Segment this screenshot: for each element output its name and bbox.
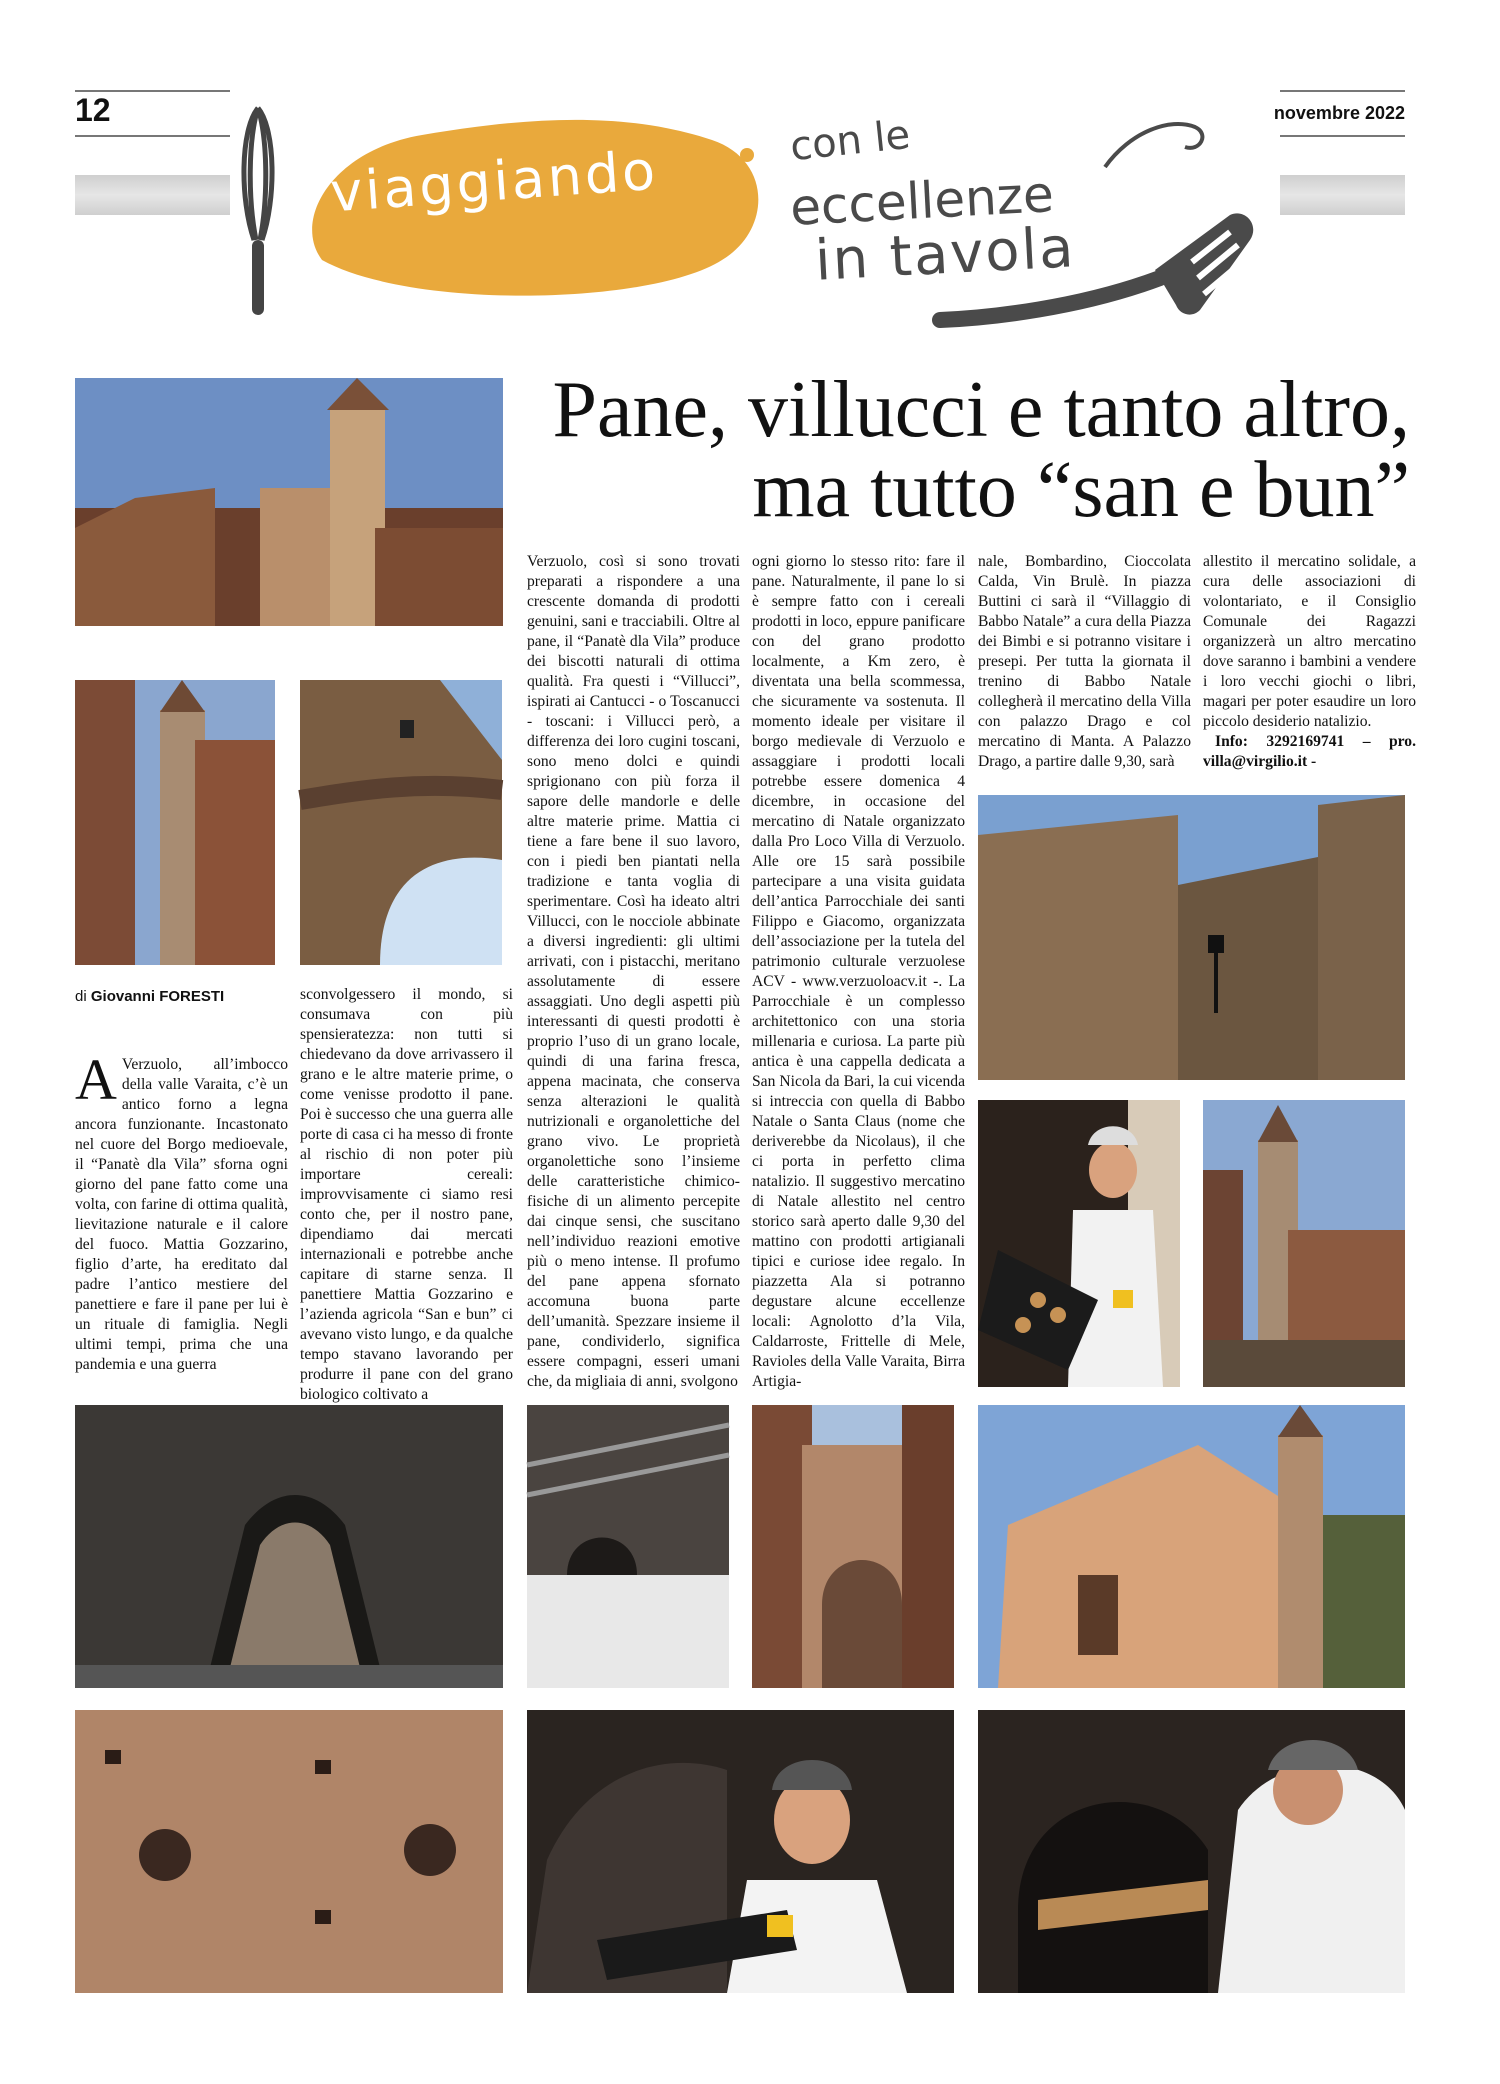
text-column-5: nale, Bombardino, Cioccolata Calda, Vin Brulè. In piazza Buttini ci sarà il “Villaggio di Babbo Natale” a cura della Piazza dei Bimbi e si potranno visitare i presepi. Per tutta la giornata il trenino di Babbo Natale collegherà il mercatino della Villa con palazzo Drago e col mercatino di Manta. A Palazzo Drago, a partire dalle 9,30, sarà — [978, 553, 1191, 770]
byline — [75, 988, 224, 1005]
logo-in-tavola: in tavola — [813, 215, 1077, 294]
text-column-6 — [1203, 552, 1416, 782]
text-column-3: Verzuolo, così si sono trovati preparati a rispondere a una crescente domanda di prodotti genuini, sani e tracciabili. Oltre al pane, il “Panatè dla Vila” produce dei biscotti naturali di ottima qualità. Fra questi i “Villucci”, ispirati ai Cantucci - o Toscanucci - toscani: i Villucci però, a differenza dei loro cugini toscani, sono meno dolci e quindi sprigionano con più forza il sapore delle mandorle e delle altre materie prime. Mattia ci tiene a fare bene il suo lavoro, con i piedi ben piantati nella tradizione e tanta voglia di sperimentare. Così ha ideato altri Villucci, con le nocciole abbinate a diversi ingredienti: gli ultimi arrivati, con i pistacchi, meritano assolutamente di essere assaggiati. Uno degli aspetti più interessanti di questi prodotti è proprio l’uso di un grano locale, quindi di una farina fresca, appena macinata, che conserva senza alterazioni le qualità nutrizionali e organolettiche del grano vivo. Le proprietà organolettiche sono l’insieme delle caratteristiche chimico-fisiche di un alimento percepite dai cinque sensi, che suscitano nell’individuo reazioni emotive più o meno intense. Il profumo del pane appena sfornato accomuna buona parte dell’umanità. Spezzare insieme il pane, condividerlo, significa essere compagni, esseri umani che, da migliaia di anni, svolgono — [527, 553, 740, 1390]
spatula-icon — [930, 200, 1270, 340]
byline-author: Giovanni FORESTI — [90, 988, 225, 1005]
text-column-1 — [75, 1047, 288, 1390]
text-column-1-body: Verzuolo, all’imbocco della valle Varaita, c’è un antico forno a legna ancora funzionante. Incastonato nel cuore del Borgo medioevale, il “Panatè dla Vila” sforna ogni giorno del pane fatto come una volta, con farine di ottima qualità, lievitazione naturale e il calore del fuoco. Mattia Gozzarino, figlio d’arte, ha ereditato dal padre l’antico mestiere del panettiere e fare il pane per lui è un rituale di famiglia. Negli ultimi tempi, prima che una pandemia e una guerra — [75, 1056, 288, 1373]
dropcap: A — [75, 1047, 117, 1112]
page-number: 12 — [75, 92, 111, 128]
photo-stone-wall-lamp — [978, 795, 1405, 1080]
photo-oven-interior — [527, 1405, 729, 1688]
photo-baker-oven — [978, 1710, 1405, 1993]
swirl-decoration-icon — [1100, 112, 1210, 182]
headline-line-2: ma tutto “san e bun” — [752, 446, 1410, 534]
info-contact: Info: 3292169741 – pro. villa@virgilio.it - — [1203, 733, 1416, 770]
header-grey-bar-right — [1280, 175, 1405, 215]
text-column-6-body: allestito il mercatino solidale, a cura delle associazioni di volontariato, e il Consiglio Comunale dei Ragazzi organizzerà un altro mercatino dove saranno i bambini a vendere i loro vecchi giochi o libri, magari per poter esaudire un loro piccolo desiderio natalizio. — [1203, 553, 1416, 730]
header-rule-right-top — [1280, 90, 1405, 92]
logo-eccellenze: eccellenze — [788, 165, 1056, 237]
headline-line-1: Pane, villucci e tanto altro, — [552, 366, 1410, 454]
header-rule-left-bottom — [75, 135, 230, 137]
header-rule-left-top — [75, 90, 230, 92]
issue-date: novembre 2022 — [1273, 103, 1405, 123]
logo-viaggiando: viaggiando — [328, 138, 661, 225]
photo-church-tower — [75, 378, 503, 626]
photo-brick-courtyard — [752, 1405, 954, 1688]
photo-baker-tray — [978, 1100, 1180, 1387]
photo-stone-arch — [300, 680, 502, 965]
photo-parish-church — [978, 1405, 1405, 1688]
whisk-icon — [238, 100, 278, 320]
byline-prefix: di — [75, 988, 87, 1005]
photo-church-bell-tower — [1203, 1100, 1405, 1387]
text-column-2: sconvolgessero il mondo, si consumava con più spensieratezza: non tutti si chiedevano da dove arrivassero il grano e le altre materie prime, o come venisse prodotto il pane. Poi è successo che una guerra alle porte di casa ci ha messo di fronte al rischio di non poter più importare cereali: improvvisamente ci siamo resi conto che, per il nostro pane, dipendiamo dai mercati internazionali e potrebbe anche capitare di starne senza. Il panettiere Mattia Gozzarino e l’azienda agricola “San e bun” ci avevano visto lungo, e da qualche tempo stavano lavorando per produrre il pane con del grano biologico coltivato a — [300, 986, 513, 1403]
photo-brick-tower — [75, 680, 275, 965]
text-column-4: ogni giorno lo stesso rito: fare il pane. Naturalmente, il pane lo si è sempre fatto con i cereali prodotti in loco, eppure panificare con del grano prodotto localmente, a Km zero, è diventata una bella scommessa, che sicuramente va sostenuta. Il momento ideale per visitare il borgo medievale di Verzuolo e assaggiare i prodotti locali potrebbe essere domenica 4 dicembre, in occasione del mercatino di Natale organizzato dalla Pro Loco Villa di Verzuolo. Alle ore 15 sarà possibile partecipare a una visita guidata dell’antica Parrocchiale dei santi Filippo e Giacomo, organizzata dell’associazione per la tutela del patrimonio culturale verzuolese ACV - www.verzuoloacv.it -. La Parrocchiale è un complesso architettonico con una storia millenaria e curiosa. La parte più antica è una cappella dedicata a San Nicola da Bari, la cui vicenda si intreccia con quella di Babbo Natale o Santa Claus (nome che deriverebbe da Nicolaus), il che ci porta in perfetto clima natalizio. Il suggestivo mercatino di Natale allestito nel centro storico sarà aperto dalle 9,30 del mattino con prodotti artigianali tipici e curiose idee regalo. In piazzetta Ala si potranno degustare alcune eccellenze locali: Agnolotto d’la Vila, Caldarroste, Frittelle di Mele, Ravioles della Valle Varaita, Birra Artigia- — [752, 553, 965, 1390]
photo-baker-smiling — [527, 1710, 954, 1993]
photo-rustic-wall-windows — [75, 1710, 503, 1993]
logo-con-le: con le — [787, 111, 913, 171]
header-rule-right-bottom — [1280, 135, 1405, 137]
header-grey-bar-left — [75, 175, 230, 215]
photo-oven-door — [75, 1405, 503, 1688]
